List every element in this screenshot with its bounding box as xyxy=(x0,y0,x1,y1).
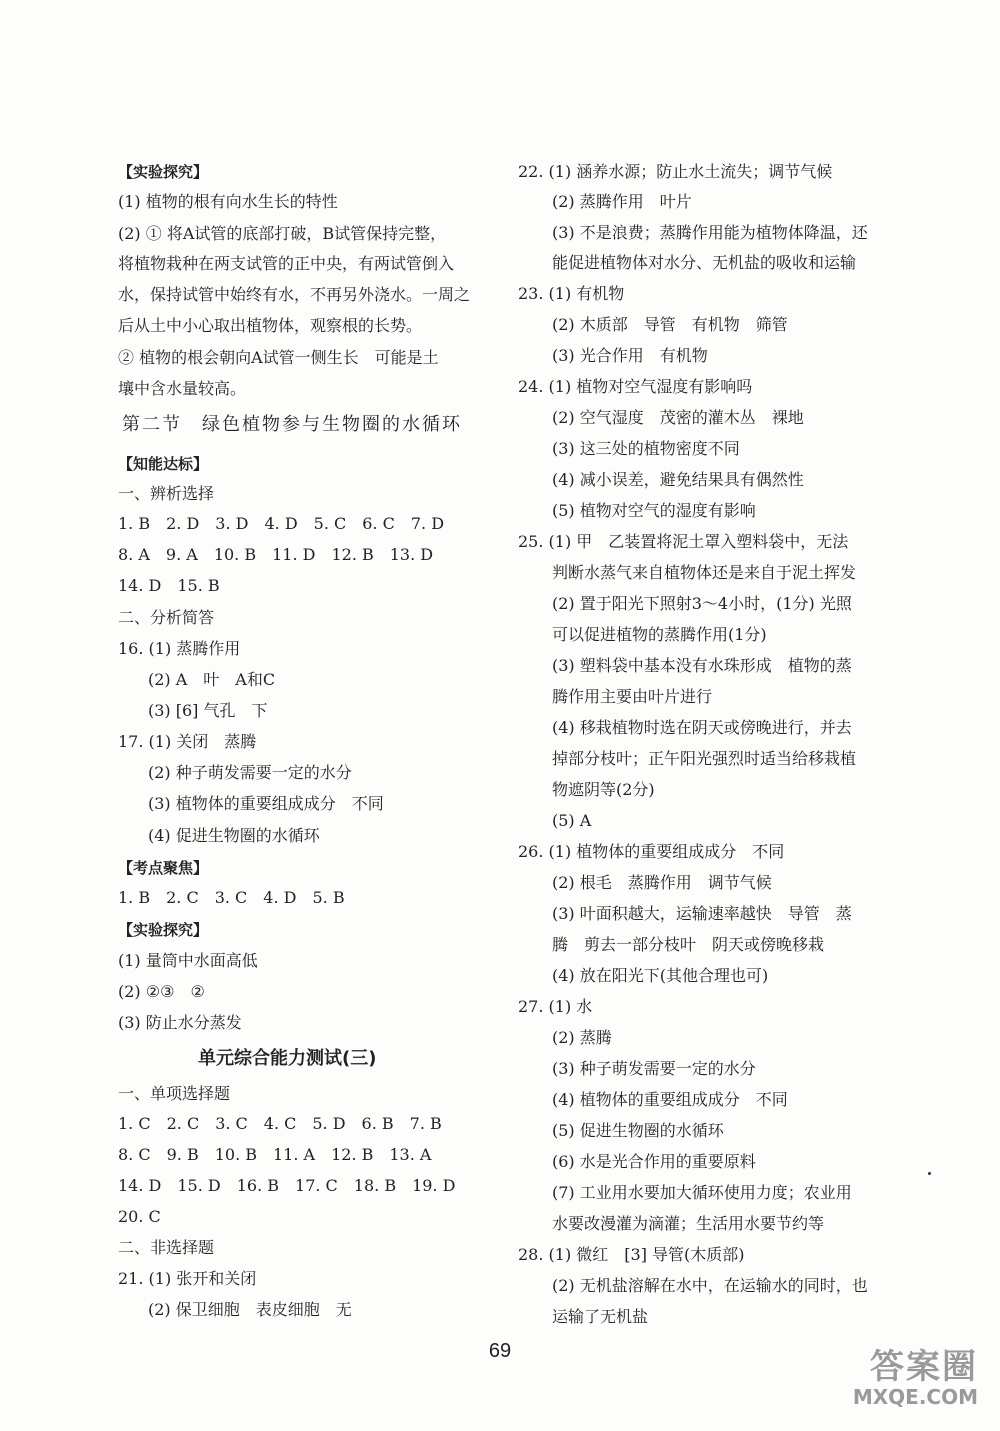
text-line: (2) ②③ ② xyxy=(118,982,205,1001)
text-line: (2) ① 将A试管的底部打破，B试管保持完整， xyxy=(118,224,447,243)
subheading: 二、非选择题 xyxy=(118,1238,215,1257)
text-line: 25. (1) 甲 乙装置将泥土罩入塑料袋中，无法 xyxy=(518,532,849,551)
subheading: 一、辨析选择 xyxy=(118,484,215,503)
text-line: 28. (1) 微红 [3] 导管(木质部) xyxy=(518,1245,745,1264)
subheading: 一、单项选择题 xyxy=(118,1084,231,1103)
text-line: 将植物栽种在两支试管的正中央，有两试管倒入 xyxy=(118,254,455,273)
text-line: (3) 植物体的重要组成成分 不同 xyxy=(148,794,384,813)
text-line: 16. (1) 蒸腾作用 xyxy=(118,639,241,658)
text-line: (3) 种子萌发需要一定的水分 xyxy=(552,1059,756,1078)
stray-dot xyxy=(928,1172,931,1175)
heading-knowledge: 【知能达标】 xyxy=(118,455,209,473)
text-line: 可以促进植物的蒸腾作用(1分) xyxy=(552,625,767,644)
text-line: 壤中含水量较高。 xyxy=(118,379,247,398)
answer-row: 20. C xyxy=(118,1207,161,1226)
text-line: (5) A xyxy=(552,811,592,830)
watermark-logo xyxy=(808,1339,978,1409)
text-line: 腾作用主要由叶片进行 xyxy=(552,687,713,706)
text-line: 24. (1) 植物对空气湿度有影响吗 xyxy=(518,377,753,396)
text-line: (2) 根毛 蒸腾作用 调节气候 xyxy=(552,873,772,892)
text-line: (5) 植物对空气的湿度有影响 xyxy=(552,501,756,520)
text-line: 26. (1) 植物体的重要组成成分 不同 xyxy=(518,842,785,861)
text-line: 腾 剪去一部分枝叶 阴天或傍晚移栽 xyxy=(552,935,825,954)
text-line: 17. (1) 关闭 蒸腾 xyxy=(118,732,257,751)
answer-row: 1. B 2. C 3. C 4. D 5. B xyxy=(118,888,345,907)
text-line: 能促进植物体对水分、无机盐的吸收和运输 xyxy=(552,253,857,272)
text-line: (4) 放在阳光下(其他合理也可) xyxy=(552,966,769,985)
watermark-en: MXQE.COM xyxy=(852,1385,978,1409)
text-line: (4) 促进生物圈的水循环 xyxy=(148,826,320,845)
answer-row: 8. C 9. B 10. B 11. A 12. B 13. A xyxy=(118,1145,432,1164)
heading-focus: 【考点聚焦】 xyxy=(118,859,209,877)
text-line: (6) 水是光合作用的重要原料 xyxy=(552,1152,756,1171)
text-line: (2) 木质部 导管 有机物 筛管 xyxy=(552,315,788,334)
section-title: 第二节 绿色植物参与生物圈的水循环 xyxy=(122,414,462,435)
text-line: (4) 减小误差，避免结果具有偶然性 xyxy=(552,470,804,489)
watermark-cn: 答案圈 xyxy=(870,1347,978,1387)
text-line: (3) 防止水分蒸发 xyxy=(118,1013,242,1032)
text-line: 判断水蒸气来自植物体还是来自于泥土挥发 xyxy=(552,563,857,582)
text-line: (7) 工业用水要加大循环使用力度；农业用 xyxy=(552,1183,852,1202)
text-line: (2) 蒸腾作用 叶片 xyxy=(552,192,692,211)
page-number: 69 xyxy=(488,1340,512,1362)
text-line: (2) 无机盐溶解在水中，在运输水的同时，也 xyxy=(552,1276,868,1295)
text-line: (2) A 叶 A和C xyxy=(148,670,276,689)
text-line: (2) 保卫细胞 表皮细胞 无 xyxy=(148,1300,352,1319)
text-line: ② 植物的根会朝向A试管一侧生长 可能是土 xyxy=(118,348,439,367)
text-line: 后从土中小心取出植物体，观察根的长势。 xyxy=(118,316,423,335)
text-line: (1) 植物的根有向水生长的特性 xyxy=(118,192,338,211)
text-line: 掉部分枝叶；正午阳光强烈时适当给移栽植 xyxy=(552,749,857,768)
text-line: 21. (1) 张开和关闭 xyxy=(118,1269,257,1288)
text-line: (3) 这三处的植物密度不同 xyxy=(552,439,740,458)
text-line: 运输了无机盐 xyxy=(552,1307,649,1326)
text-line: 23. (1) 有机物 xyxy=(518,284,625,303)
unit-test-title: 单元综合能力测试(三) xyxy=(198,1048,377,1069)
answer-row: 1. B 2. D 3. D 4. D 5. C 6. C 7. D xyxy=(118,514,445,533)
text-line: (5) 促进生物圈的水循环 xyxy=(552,1121,724,1140)
text-line: (3) 塑料袋中基本没有水珠形成 植物的蒸 xyxy=(552,656,852,675)
text-line: (3) [6] 气孔 下 xyxy=(148,701,268,720)
text-line: (2) 蒸腾 xyxy=(552,1028,612,1047)
heading-experiment: 【实验探究】 xyxy=(118,921,209,939)
text-line: 物遮阴等(2分) xyxy=(552,780,655,799)
text-line: (4) 植物体的重要组成成分 不同 xyxy=(552,1090,788,1109)
text-line: (2) 空气湿度 茂密的灌木丛 裸地 xyxy=(552,408,804,427)
text-line: (4) 移栽植物时选在阴天或傍晚进行，并去 xyxy=(552,718,852,737)
text-line: (3) 不是浪费；蒸腾作用能为植物体降温，还 xyxy=(552,223,868,242)
text-line: (1) 量筒中水面高低 xyxy=(118,951,258,970)
text-line: 22. (1) 涵养水源；防止水土流失；调节气候 xyxy=(518,162,833,181)
text-line: (3) 叶面积越大，运输速率越快 导管 蒸 xyxy=(552,904,852,923)
answer-row: 8. A 9. A 10. B 11. D 12. B 13. D xyxy=(118,545,434,564)
text-line: 水要改漫灌为滴灌；生活用水要节约等 xyxy=(552,1214,825,1233)
heading-experiment: 【实验探究】 xyxy=(118,163,209,181)
answer-row: 1. C 2. C 3. C 4. C 5. D 6. B 7. B xyxy=(118,1114,442,1133)
answer-row: 14. D 15. B xyxy=(118,576,220,595)
text-line: (2) 种子萌发需要一定的水分 xyxy=(148,763,352,782)
text-line: 水，保持试管中始终有水，不再另外浇水。一周之 xyxy=(118,285,471,304)
text-line: (3) 光合作用 有机物 xyxy=(552,346,708,365)
answer-row: 14. D 15. D 16. B 17. C 18. B 19. D xyxy=(118,1176,456,1195)
text-line: 27. (1) 水 xyxy=(518,997,593,1016)
subheading: 二、分析简答 xyxy=(118,608,215,627)
text-line: (2) 置于阳光下照射3～4小时，(1分) 光照 xyxy=(552,594,852,613)
